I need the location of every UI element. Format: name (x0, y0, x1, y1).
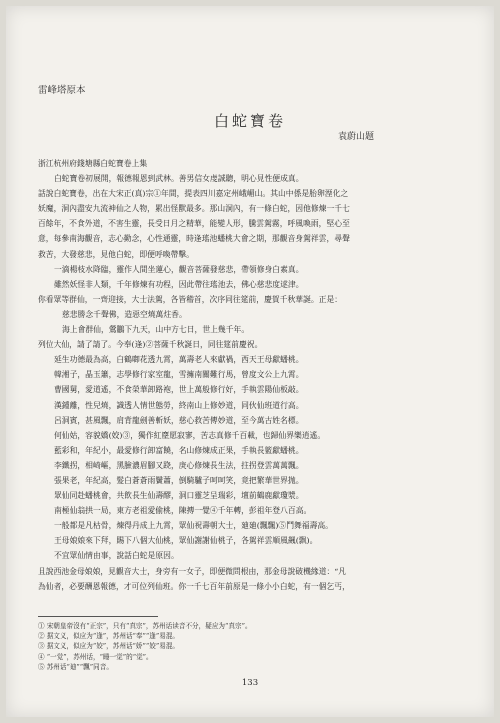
text-line: 王母娘娘來下拜，賜下八個大仙桃，眾仙謝謝仙桃子，各駕祥雲順風飆(飘)。 (54, 536, 318, 546)
section-label: 雷峰塔原本 (38, 85, 86, 96)
text-line: 為仙者，必要酬恩報德，才可位列仙班。你一千七百年前原是一條小小白蛇，有一個乞丐， (38, 581, 350, 591)
text-line: 且說西池金母娘娘，見觀音大士，身旁有一女子，即便微問根由，那金母說破機緣道：“凡 (38, 566, 347, 576)
text-line: 張果老，年紀高，髮白蒼蒼雨鬢蕭，倒騎驢子呵呵笑，竟把繁華世界抛。 (54, 475, 304, 485)
page-number: 133 (241, 678, 259, 688)
text-line: 百餘年，不食外道，不害生靈，長受日月之精華，能變人形，騰雲駕霧，呼風喚雨，堅心至 (38, 219, 350, 229)
text-line: 意，每參南海觀音，志心勤念，心性通靈，時逢瑤池蟠桃大會之期，那觀音身駕祥雲，尋聲 (38, 234, 350, 244)
text-line: 慈悲勝念千聲佛，造惡空燒萬炷香。 (62, 309, 187, 319)
author-credit: 袁蔚山题 (337, 132, 374, 142)
text-line: 話說白蛇寶卷，出在大宋正(真)宗①年間，提表四川嘉定州峨嵋山。其山中係是胎卵溼化之 (38, 189, 349, 199)
footnote-divider (38, 616, 158, 617)
text-line: 眾仙同赴蟠桃會，共飲長生仙壽醪，洞口靈芝呈瑞彩，壇前鶴鹿獻瓊漿。 (54, 491, 304, 501)
text-line: 救苦，大發慈悲，見他白蛇，即便呼喚帶擊。 (38, 249, 194, 259)
text-line: 一般都是凡枯骨，煉得丹成上九霄，眾仙祝壽朝大士，廸廸(飄飄)⑤鬥舞福壽高。 (54, 521, 333, 531)
body-text (38, 156, 470, 594)
text-line: 妖魔，洞內盡安九流神仙之人物，累出怪獸最多。那山洞內，有一條白蛇，因他修煉一千七 (38, 204, 350, 214)
text-line: 列位大仙，請了請了。今奉(逢)②菩薩千秋誕日，同往筵前慶祝。 (38, 340, 263, 350)
text-line: 延生功德最為高，白鶴啣花透九霄，萬壽老人來獻禍，西天王母獻蟠桃。 (54, 355, 304, 365)
text-line: 呂洞賓，甚風飄，肩背龍劍善斬妖，慈心救苦傳妙道，至今萬古姓名標。 (54, 415, 304, 425)
text-line: 你看眾等群仙，一齊迎接，大士法駕，各皆稽首，次序同往筵前，慶賀千秋華誕。正是： (38, 294, 343, 304)
footnote: ② 据文义，似应为“逢”，苏州话“奉”“逢”易混。 (38, 632, 180, 641)
footnote: ① 宋朝皇帝沒有“正宗”，只有“真宗”，苏州话读音不分，疑应为“真宗”。 (38, 622, 252, 630)
text-line: 漢鍾離，性兒燒，識透人情世態勞，終南山上修妙道，同伙仙班道行高。 (54, 400, 304, 410)
footnotes (38, 621, 470, 672)
text-line: 不宜眾仙情由事，說話白蛇是原因。 (54, 551, 179, 561)
text-line: 藍彩和，年紀小，最愛修行卸富饒，名山修煉成正果，手執長籃獻蟠桃。 (54, 445, 304, 455)
footnote: ⑤ 苏州话“廸”“飄”同音。 (38, 662, 113, 671)
text-line: 一滴楊枝水降臨，靈作人間坐蓮心，觀音菩薩發慈悲，帶領修身白素真。 (54, 264, 304, 274)
footnote: ③ 据文义，似应为“姣”，苏州话“娇”“姣”易混。 (38, 642, 180, 651)
text-line: 南極仙翁拱一局，東方老祖愛偷桃，陳摶一覺④千年轉，彭祖年登八百高。 (54, 506, 312, 516)
text-line: 浙江杭州府錢塘縣白蛇寶卷上集 (38, 159, 148, 168)
page-title: 白蛇寶卷 (213, 112, 286, 130)
text-line: 海上會群仙，鶯鸝下九天，山中方七日，世上幾千年。 (62, 325, 250, 335)
text-line: 何仙姑，容貌嬌(姣)③，獨作紅塵愿寂寥，苦志真修千百載，也歸仙界樂逍遙。 (54, 430, 326, 440)
footnote: ④ “一觉”，苏州话，“睡一觉”的“觉”。 (38, 652, 153, 661)
text-line: 白蛇寶卷初展開，報德報恩到武林。善男信女虔誠聽，明心見性便成真。 (54, 174, 304, 184)
text-line: 曹國舅，愛道遙，不食榮華卸路袍，世上萬般修行好，手執雲陽仙板敲。 (54, 385, 304, 395)
text-line: 雖然妖怪非人類，千年修煉有功程，因此帶往瑤池去，佛心慈悲度逑津。 (54, 279, 304, 289)
text-line: 李鐵拐，相崎嶇，黑臉濃眉腳又跷，庚心修煉長生法，拄拐登雲萬萬飄。 (54, 460, 304, 470)
text-line: 韓湘子，晶玉簫，志學修行家室龍，雪擁南關難行馬，曾度文公上九霄。 (54, 370, 304, 380)
book-page (6, 6, 494, 717)
